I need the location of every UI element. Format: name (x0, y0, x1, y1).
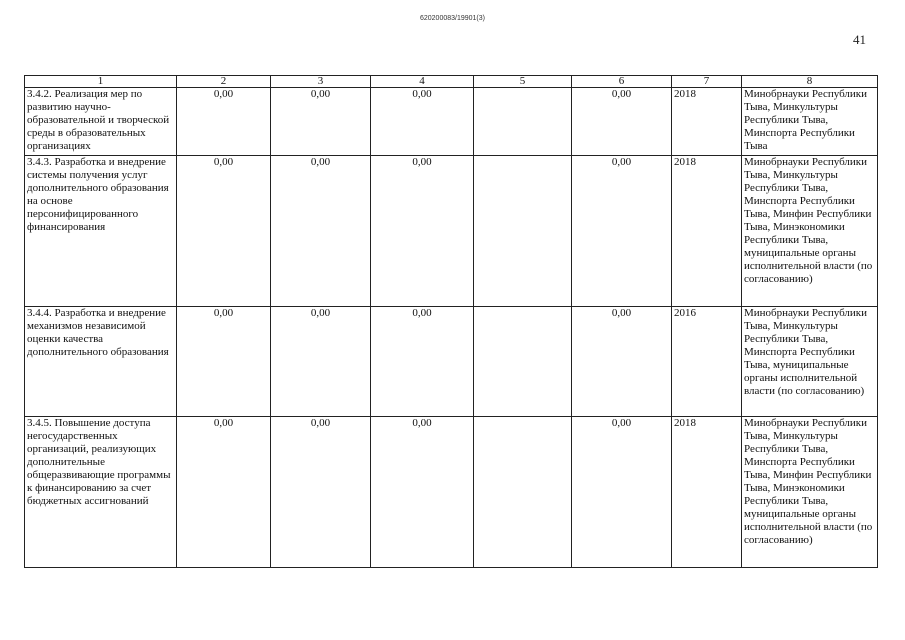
activity-name-cell: 3.4.5. Повышение доступа негосударственных организаций, реализующих дополнительные общеразвивающие программы к финансированию за счет бюджетных ассигнований (25, 417, 177, 568)
value-cell (474, 307, 572, 417)
activity-name-cell: 3.4.2. Реализация мер по развитию научно-образовательной и творческой среды в образовательных организациях (25, 88, 177, 156)
value-cell: 0,00 (271, 307, 371, 417)
page-number: 41 (853, 32, 866, 47)
year-cell: 2018 (672, 156, 742, 307)
activity-name-cell: 3.4.4. Разработка и внедрение механизмов независимой оценки качества дополнительного образования (25, 307, 177, 417)
year-cell: 2018 (672, 88, 742, 156)
executors-cell: Минобрнауки Республики Тыва, Минкультуры Республики Тыва, Минспорта Республики Тыва, Минфин Республики Тыва, Минэкономики Республики Тыва, муниципальные органы исполнительной власти (по согласованию) (742, 417, 878, 568)
value-cell: 0,00 (572, 417, 672, 568)
value-cell: 0,00 (572, 88, 672, 156)
table-row (25, 417, 878, 568)
header-cell: 6 (572, 76, 672, 88)
value-cell: 0,00 (371, 307, 474, 417)
value-cell: 0,00 (177, 417, 271, 568)
value-cell (474, 88, 572, 156)
header-cell: 7 (672, 76, 742, 88)
value-cell: 0,00 (572, 307, 672, 417)
value-cell: 0,00 (371, 156, 474, 307)
table-row (25, 156, 878, 307)
value-cell: 0,00 (271, 88, 371, 156)
value-cell: 0,00 (271, 156, 371, 307)
header-cell: 4 (371, 76, 474, 88)
value-cell: 0,00 (371, 88, 474, 156)
header-cell: 2 (177, 76, 271, 88)
value-cell (474, 156, 572, 307)
year-cell: 2018 (672, 417, 742, 568)
value-cell (474, 417, 572, 568)
executors-cell: Минобрнауки Республики Тыва, Минкультуры Республики Тыва, Минспорта Республики Тыва (742, 88, 878, 156)
document-code: 620200083/19901(3) (419, 15, 485, 22)
executors-cell: Минобрнауки Республики Тыва, Минкультуры Республики Тыва, Минспорта Республики Тыва, муниципальные органы исполнительной власти (по согласованию) (742, 307, 878, 417)
value-cell: 0,00 (177, 88, 271, 156)
header-cell: 8 (742, 76, 878, 88)
table-row (25, 307, 878, 417)
table-header-row (25, 76, 878, 88)
executors-cell: Минобрнауки Республики Тыва, Минкультуры Республики Тыва, Минспорта Республики Тыва, Минфин Республики Тыва, Минэкономики Республики Тыва, муниципальные органы исполнительной власти (по согласованию) (742, 156, 878, 307)
value-cell: 0,00 (572, 156, 672, 307)
value-cell: 0,00 (177, 156, 271, 307)
value-cell: 0,00 (177, 307, 271, 417)
program-table (24, 75, 878, 568)
value-cell: 0,00 (271, 417, 371, 568)
activity-name-cell: 3.4.3. Разработка и внедрение системы получения услуг дополнительного образования на основе персонифицированного финансирования (25, 156, 177, 307)
header-cell: 5 (474, 76, 572, 88)
year-cell: 2016 (672, 307, 742, 417)
header-cell: 1 (25, 76, 177, 88)
table-row (25, 88, 878, 156)
header-cell: 3 (271, 76, 371, 88)
value-cell: 0,00 (371, 417, 474, 568)
